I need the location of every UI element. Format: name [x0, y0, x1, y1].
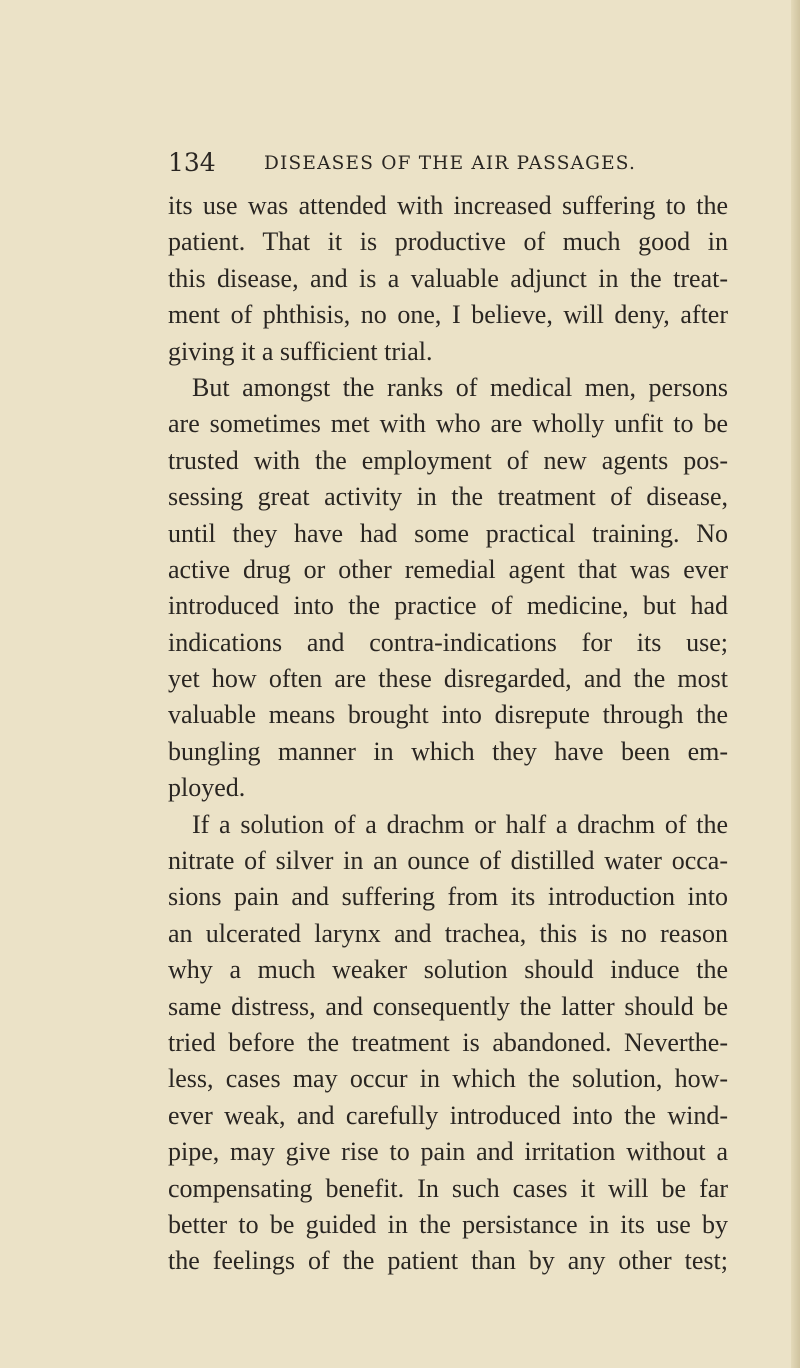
text-line: giving it a sufficient trial. — [168, 336, 433, 366]
page-edge — [791, 0, 800, 1368]
page-header — [168, 147, 728, 179]
text-line: bungling manner in which they have been em- — [168, 736, 728, 766]
text-line: If a solution of a drachm or half a drachm of the — [192, 809, 728, 839]
running-head: DISEASES OF THE AIR PASSAGES. — [264, 153, 637, 174]
text-line: valuable means brought into disrepute through the — [168, 700, 728, 730]
text-line: an ulcerated larynx and trachea, this is no reason — [168, 918, 728, 948]
text-line: trusted with the employment of new agents pos- — [168, 445, 728, 475]
text-line: are sometimes met with who are wholly unfit to be — [168, 409, 728, 439]
text-line: introduced into the practice of medicine, but had — [168, 591, 728, 621]
text-line: less, cases may occur in which the solution, how- — [168, 1064, 728, 1094]
text-line: why a much weaker solution should induce the — [168, 955, 728, 985]
body-text — [168, 188, 728, 1280]
text-line: its use was attended with increased suffering to the — [168, 191, 728, 220]
text-line: active drug or other remedial agent that was ever — [168, 554, 728, 584]
text-line: better to be guided in the persistance in its use by — [168, 1209, 728, 1239]
text-line: sessing great activity in the treatment of disease, — [168, 482, 728, 512]
text-line: ment of phthisis, no one, I believe, will deny, after — [168, 300, 728, 330]
text-line: yet how often are these disregarded, and the most — [168, 664, 728, 694]
text-line: nitrate of silver in an ounce of distilled water occa- — [168, 846, 728, 876]
text-line: tried before the treatment is abandoned. Neverthe- — [168, 1027, 728, 1057]
text-line: until they have had some practical training. No — [168, 518, 728, 548]
text-line: But amongst the ranks of medical men, persons — [192, 372, 728, 402]
text-line: the feelings of the patient than by any other test; — [168, 1246, 728, 1276]
page-number: 134 — [168, 148, 216, 177]
text-line: indications and contra-indications for its use; — [168, 627, 728, 657]
text-line: same distress, and consequently the latter should be — [168, 991, 728, 1021]
text-line: pipe, may give rise to pain and irritation without a — [168, 1137, 728, 1167]
text-line: compensating benefit. In such cases it will be far — [168, 1173, 728, 1203]
text-line: ployed. — [168, 773, 246, 803]
text-line: patient. That it is productive of much good in — [168, 227, 728, 257]
text-line: ever weak, and carefully introduced into the wind- — [168, 1100, 728, 1130]
text-line: sions pain and suffering from its introduction into — [168, 882, 728, 912]
text-line: this disease, and is a valuable adjunct in the treat- — [168, 263, 728, 293]
